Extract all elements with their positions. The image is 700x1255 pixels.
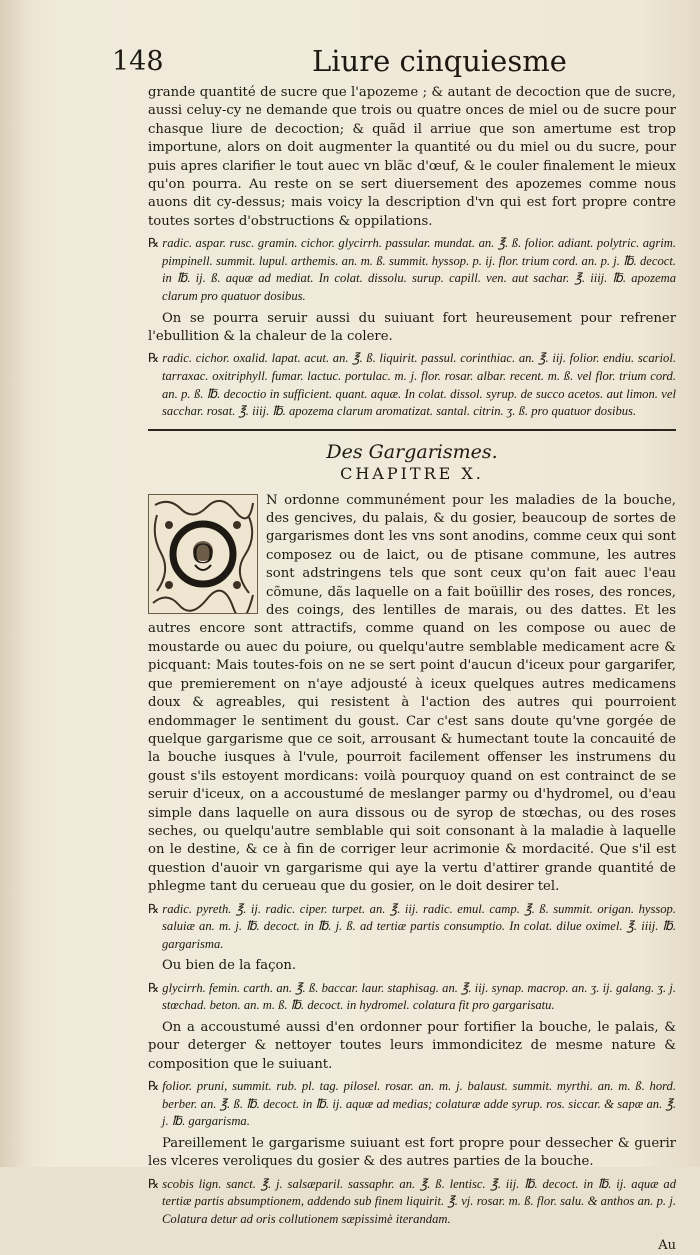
page-number: 148 [112,46,164,77]
prescription-text: scobis lign. sanct. ℥. j. salsæparil. sassaphr. an. ℥. ß. lentisc. ℥. iij. ℔. decoct. in ℔. ij. aquæ ad tertiæ partis absumptionem, addendo sub finem liquirit. ℥. vj. rosar. m. ß. flor. salu. & anthos an. p. j. Colatura detur ad oris collutionem sæpissimè iterandam. [162,1176,676,1226]
prescription [148,235,676,305]
decorated-initial [148,494,258,614]
prescription [148,1176,676,1229]
chapter-opening [148,492,676,897]
paragraph-apozeme: grande quantité de sucre que l'apozeme ; & autant de decoction que de sucre, aussi celuy-cy ne demande que trois ou quatre onces de miel ou de sucre pour chasque liure de decoction; & quãd il arriue que son amertume est trop importune, alors on doit augmenter la quantité ou du miel ou du sucre, pour puis apres clarifier le tout auec vn blãc d'œuf, & le couler finalement le mieux qu'on pourra. Au reste on se sert diuersement des apozemes comme nous auons dit cy-dessus; mais voicy la description d'vn qui est fort propre contre toutes sortes d'obstructions & oppilations. [148,85,676,229]
section-title: Des Gargarismes. [326,440,498,463]
prescription-text: radic. pyreth. ℥. ij. radic. ciper. turpet. an. ℥. iij. radic. emul. camp. ℥. ß. summit. origan. hyssop. saluiæ an. m. j. ℔. decoct. in ℔. j. ß. ad tertiæ partis consumptio. In colat. dilue oximel. ℥. iiij. ℔. gargarisma. [162,901,676,951]
page-header [112,44,652,84]
recipe-symbol-icon: ℞ [148,236,160,251]
prescription-text: folior. pruni, summit. rub. pl. tag. pilosel. rosar. an. m. j. balaust. summit. myrthi. an. m. ß. hord. berber. an. ℥. ß. ℔. decoct. in ℔. ij. aquæ ad medias; colaturæ adde syrup. ros. siccar. & sapæ an. ℥. j. ℔. gargarisma. [162,1079,676,1129]
paragraph-colere: On se pourra seruir aussi du suiuant fort heureusement pour refrener l'ebullition & la chaleur de la colere. [148,310,676,345]
initial-letter: O [192,536,214,570]
prescription [148,980,676,1015]
page-body [148,84,676,1255]
running-head: Liure cinquiesme [312,44,567,78]
chapter-main-text: N ordonne communément pour les maladies de la bouche, des gencives, du palais, & du gosier, beaucoup de sortes de gargarismes dont les vns sont anodins, comme ceux qui sont composez ou de laict, ou de ptisane commune, les autres sont adstringens tels que sont ceux qu'on fait auec l'eau cõmune, dãs laquelle on a fait boüillir des roses, des ronces, des coings, des lentilles de marais, ou des dattes. Et les autres encore sont attractifs, comme quand on les compose ou auec de moustarde ou auec du poiure, ou quelqu'autre semblable medicament acre & picquant: Mais toutes-fois on ne se sert point d'aucun d'iceux pour gargarifer, que premierement on n'aye adjousté à iceux quelques autres medicamens doux & agreables, qui resistent à l'action des autres qui pourroient endommager le sentiment du goust. Car c'est sans doute qu'vne gorgée de quelque gargarisme que ce soit, arrousant & humectant toute la concauité de la bouche iusques à l'vule, pourroit facilement offenser les instrumens du goust s'ils estoyent mordicans: voilà pourquoy quand on est contrainct de se seruir d'iceux, on a accoustumé de meslanger parmy ou d'hydromel, ou d'eau simple dans laquelle on aura dissous ou de syrop de stœchas, ou des roses seches, ou quelqu'autre semblable qui soit consonant à la maladie à laquelle on le destine, & ce à fin de corriger leur acrimonie & mordacité. Que s'il est question d'auoir vn gargarisme qui aye la vertu d'attirer grande quantité de phlegme tant du cerueau que du gosier, on le doit desirer tel. [148,492,676,895]
prescription [148,350,676,420]
section-divider [148,429,676,431]
chapter-title: CHAPITRE X. [340,464,484,484]
recipe-symbol-icon: ℞ [148,980,160,995]
prescription-text: glycirrh. femin. carth. an. ℥. ß. baccar. laur. staphisag. an. ℥. iij. synap. macrop. an. ʒ. ij. galang. ʒ. j. stœchad. beton. an. m. ß. ℔. decoct. in hydromel. colatura fit pro gargarisatu. [162,980,676,1013]
recipe-symbol-icon: ℞ [148,1079,160,1094]
prescription [148,901,676,954]
paragraph-fortifier: On a accoustumé aussi d'en ordonner pour fortifier la bouche, le palais, & pour deterger & nettoyer toutes leurs immondicitez de mesme nature & composition que le suiuant. [148,1019,676,1072]
paragraph-vlceres: Pareillement le gargarisme suiuant est fort propre pour dessecher & guerir les vlceres veroliques du gosier & des autres parties de la bouche. [148,1135,676,1170]
ornament-initial-icon [149,495,257,613]
recipe-symbol-icon: ℞ [148,1176,160,1191]
prescription-text: radic. aspar. rusc. gramin. cichor. glycirrh. passular. mundat. an. ℥. ß. folior. adiant. polytric. agrim. pimpinell. summit. lupul. arthemis. an. m. ß. summit. hyssop. p. ij. flor. trium cord. an. p. j. ℔. decoct. in ℔. ij. ß. aquæ ad mediat. In colat. dissolu. surup. capill. ven. aut sachar. ℥. iiij. ℔. apozema clarum pro quatuor dosibus. [162,236,676,304]
catchword: Au [658,1237,676,1253]
recipe-symbol-icon: ℞ [148,351,160,366]
recipe-symbol-icon: ℞ [148,901,160,916]
prescription-text: radic. cichor. oxalid. lapat. acut. an. ℥. ß. liquirit. passul. corinthiac. an. ℥. iij. folior. endiu. scariol. tarraxac. oxitriphyll. fumar. lactuc. portulac. m. j. flor. rosar. albar. recent. m. ß. vel flor. trium cord. an. p. ß. ℔. decoctio in sufficient. quant. aquæ. In colat. dissol. syrup. de succo acetos. aut limon. vel sacchar. rosat. ℥. iiij. ℔. apozema clarum aromatizat. santal. citrin. ʒ. ß. pro quatuor dosibus. [162,351,676,419]
prescription [148,1078,676,1131]
paragraph-variant: Ou bien de la façon. [162,958,297,974]
